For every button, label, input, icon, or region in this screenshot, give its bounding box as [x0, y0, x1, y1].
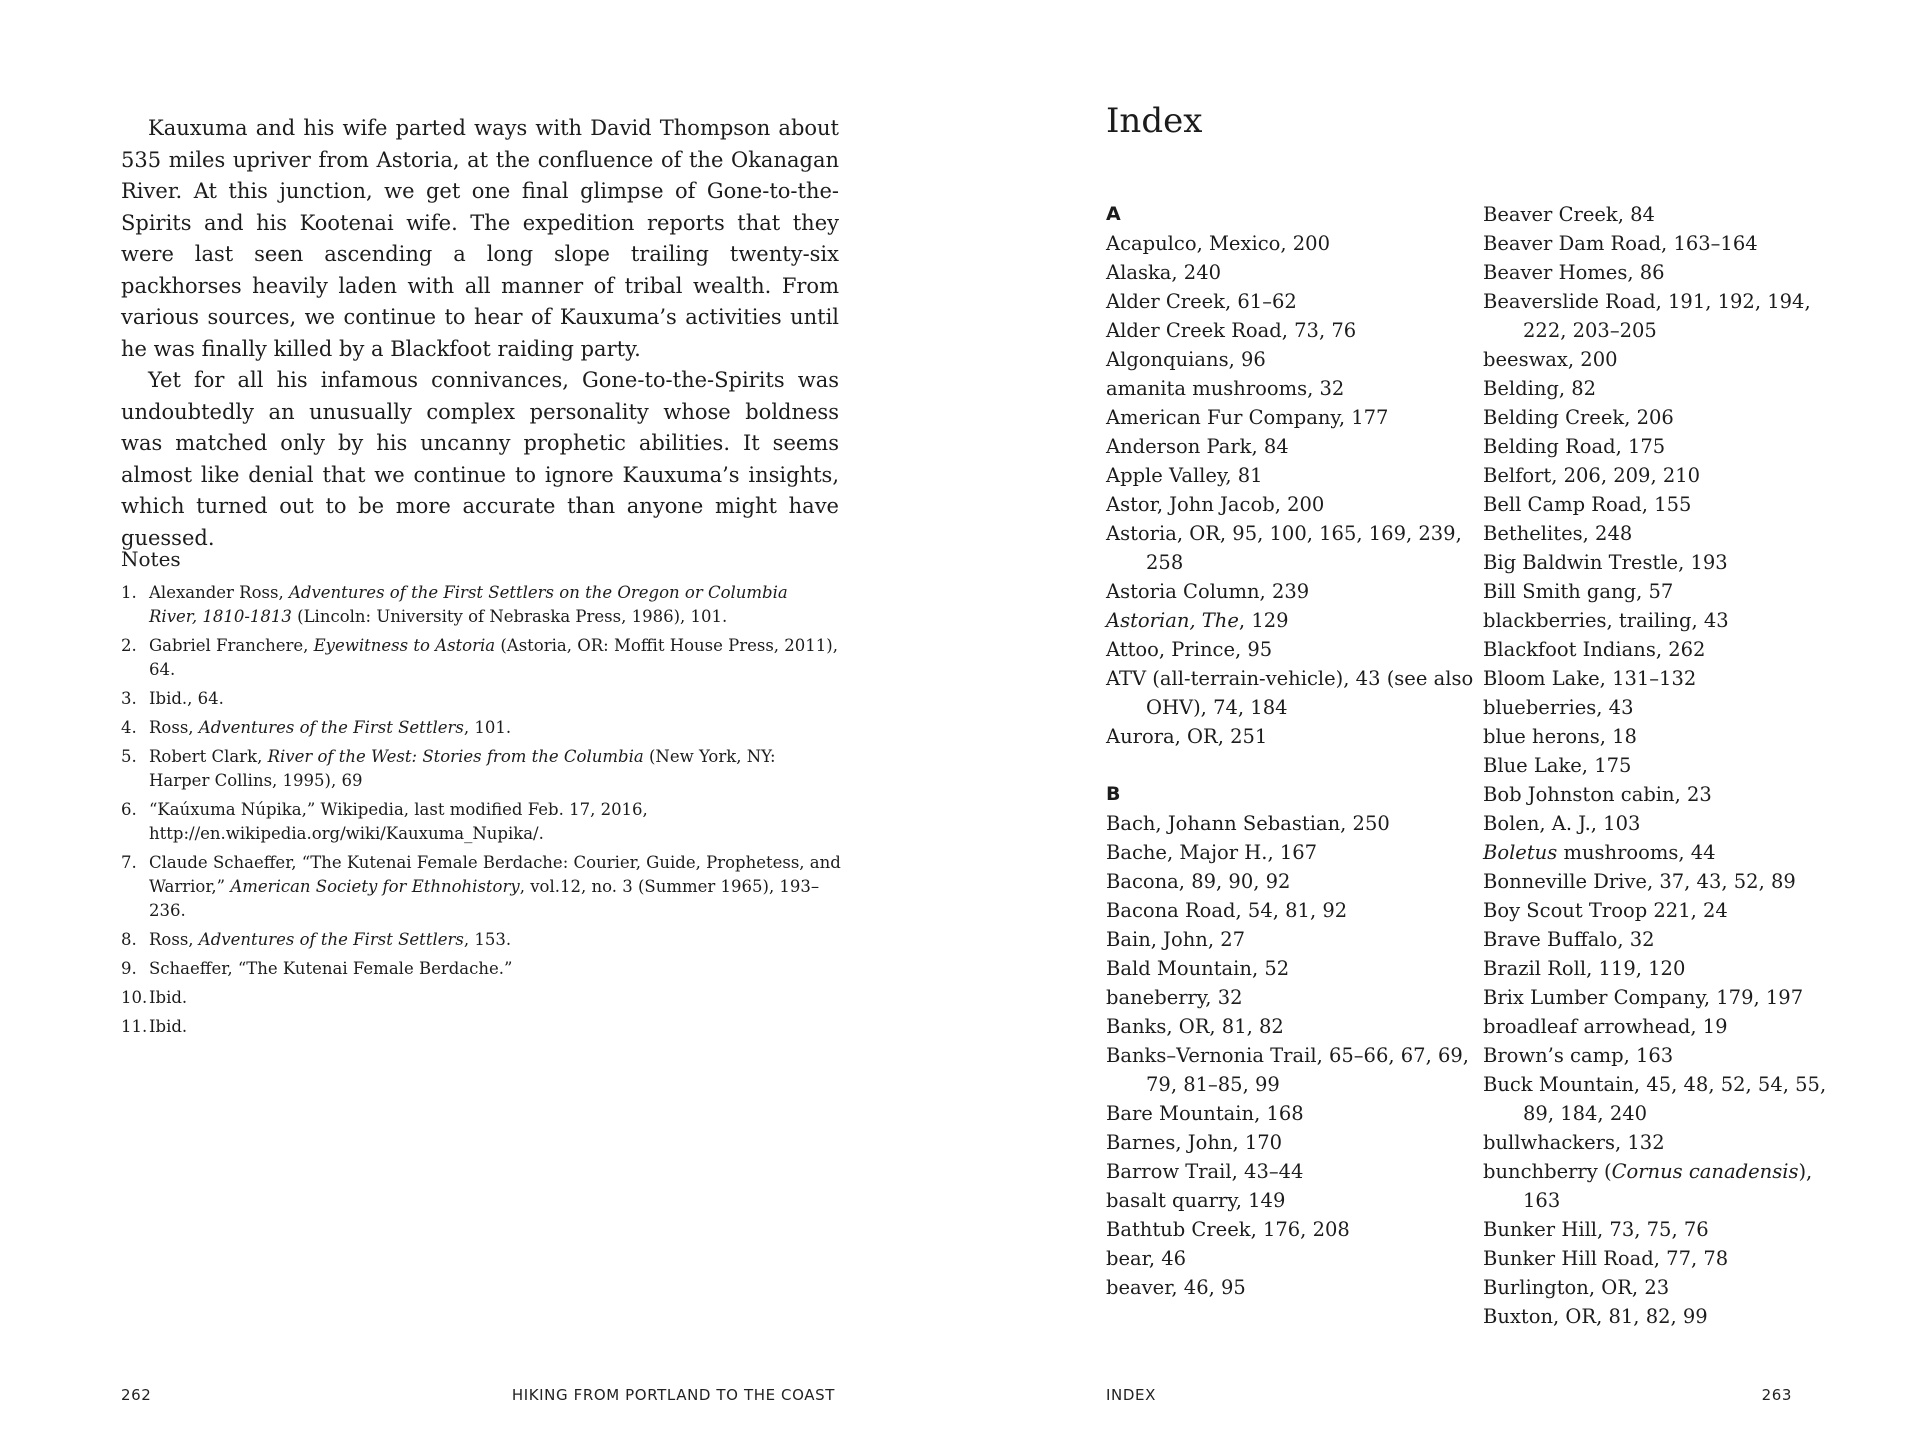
index-entry: Bald Mountain, 52: [1106, 957, 1290, 980]
page-number-left: 262: [121, 1386, 152, 1404]
index-letter-heading: B: [1106, 783, 1121, 805]
index-entry: Astoria, OR, 95, 100, 165, 169, 239, 258: [1106, 522, 1462, 574]
index-entry: Brazil Roll, 119, 120: [1483, 957, 1686, 980]
index-entry: Beaver Homes, 86: [1483, 261, 1665, 284]
note-number: 3.: [121, 689, 137, 708]
note-number: 10.: [121, 988, 148, 1007]
index-title: Index: [1106, 101, 1203, 141]
index-entry: Brave Buffalo, 32: [1483, 928, 1655, 951]
index-entry: bullwhackers, 132: [1483, 1131, 1665, 1154]
note-number: 9.: [121, 959, 137, 978]
notes-section: [121, 545, 841, 1044]
index-entry: Bill Smith gang, 57: [1483, 580, 1674, 603]
index-entry: Astoria Column, 239: [1106, 580, 1310, 603]
index-entry: Banks, OR, 81, 82: [1106, 1015, 1284, 1038]
note-number: 6.: [121, 800, 137, 819]
index-entry: Aurora, OR, 251: [1106, 725, 1268, 748]
note-item: 10. Ibid.: [121, 986, 841, 1010]
note-item: 8. Ross, Adventures of the First Settlers, 153.: [121, 928, 841, 952]
index-entry: Bunker Hill, 73, 75, 76: [1483, 1218, 1709, 1241]
index-entry: beaver, 46, 95: [1106, 1276, 1246, 1299]
index-entry: Blackfoot Indians, 262: [1483, 638, 1706, 661]
index-entry: Bell Camp Road, 155: [1483, 493, 1692, 516]
index-entry: Bare Mountain, 168: [1106, 1102, 1304, 1125]
index-entry: Belding Road, 175: [1483, 435, 1666, 458]
index-entry: blue herons, 18: [1483, 725, 1637, 748]
note-item: 7. Claude Schaeffer, “The Kutenai Female Berdache: Courier, Guide, Prophetess, and Warrior,” American Society for Ethnohistory, vol.12, no. 3 (Summer 1965), 193–236.: [121, 853, 841, 920]
note-number: 4.: [121, 718, 137, 737]
index-entry: Algonquians, 96: [1106, 348, 1266, 371]
note-item: 5. Robert Clark, River of the West: Stories from the Columbia (New York, NY: Harper Collins, 1995), 69: [121, 747, 776, 790]
note-number: 5.: [121, 747, 137, 766]
index-entry: Bloom Lake, 131–132: [1483, 667, 1697, 690]
index-letter-heading: A: [1106, 203, 1121, 225]
index-entry: Beaver Dam Road, 163–164: [1483, 232, 1758, 255]
index-entry: Anderson Park, 84: [1106, 435, 1289, 458]
index-entry: Bob Johnston cabin, 23: [1483, 783, 1712, 806]
index-entry: Buck Mountain, 45, 48, 52, 54, 55, 89, 184, 240: [1483, 1073, 1827, 1125]
index-entry: ATV (all-terrain-vehicle), 43 (see also OHV), 74, 184: [1106, 667, 1474, 719]
index-entry: Bathtub Creek, 176, 208: [1106, 1218, 1350, 1241]
index-entry: Bacona, 89, 90, 92: [1106, 870, 1291, 893]
index-entry: Bacona Road, 54, 81, 92: [1106, 899, 1348, 922]
index-entry: Banks–Vernonia Trail, 65–66, 67, 69, 79, 81–85, 99: [1106, 1044, 1469, 1096]
running-head-left: HIKING FROM PORTLAND TO THE COAST: [511, 1386, 835, 1404]
index-entry: Barrow Trail, 43–44: [1106, 1160, 1304, 1183]
running-head-right: INDEX: [1106, 1386, 1156, 1404]
index-entry: Bonneville Drive, 37, 43, 52, 89: [1483, 870, 1796, 893]
note-item: 2. Gabriel Franchere, Eyewitness to Astoria (Astoria, OR: Moffit House Press, 2011), 64.: [121, 636, 838, 679]
index-entry: Apple Valley, 81: [1106, 464, 1263, 487]
paragraph: Kauxuma and his wife parted ways with David Thompson about 535 miles upriver from Astoria, at the confluence of the Okanagan River. At this junction, we get one final glimpse of Gone-to-the-Spirits and his Kootenai wife. The expedition reports that they were last seen ascending a long slope trailing twenty-six packhorses heavily laden with all manner of tribal wealth. From various sources, we continue to hear of Kauxuma’s activities until he was finally killed by a Blackfoot raiding party.: [121, 116, 839, 361]
index-entry: Big Baldwin Trestle, 193: [1483, 551, 1728, 574]
index-column-1: [1106, 200, 1476, 1302]
index-entry: basalt quarry, 149: [1106, 1189, 1286, 1212]
index-entry: Attoo, Prince, 95: [1106, 638, 1273, 661]
index-entry: Alder Creek, 61–62: [1106, 290, 1297, 313]
right-page: [960, 0, 1920, 1440]
index-entry: Alaska, 240: [1106, 261, 1222, 284]
index-entry: amanita mushrooms, 32: [1106, 377, 1345, 400]
index-entry: Bache, Major H., 167: [1106, 841, 1318, 864]
note-item: 4. Ross, Adventures of the First Settlers, 101.: [121, 716, 841, 740]
index-entry: Burlington, OR, 23: [1483, 1276, 1670, 1299]
index-entry: Belfort, 206, 209, 210: [1483, 464, 1701, 487]
index-entry: Bunker Hill Road, 77, 78: [1483, 1247, 1729, 1270]
index-entry: Brown’s camp, 163: [1483, 1044, 1674, 1067]
index-entry: Blue Lake, 175: [1483, 754, 1632, 777]
index-entry: Buxton, OR, 81, 82, 99: [1483, 1305, 1708, 1328]
index-entry: Acapulco, Mexico, 200: [1106, 232, 1330, 255]
index-entry: Astorian, The, 129: [1106, 609, 1289, 632]
index-column-2: [1483, 200, 1853, 1331]
index-entry: Beaverslide Road, 191, 192, 194, 222, 203–205: [1483, 290, 1811, 342]
note-number: 11.: [121, 1017, 148, 1036]
index-entry: Boletus mushrooms, 44: [1483, 841, 1716, 864]
index-entry: Brix Lumber Company, 179, 197: [1483, 986, 1804, 1009]
notes-title: Notes: [121, 547, 181, 571]
note-number: 1.: [121, 583, 137, 602]
index-entry: Astor, John Jacob, 200: [1106, 493, 1325, 516]
index-entry: baneberry, 32: [1106, 986, 1243, 1009]
index-entry: Bain, John, 27: [1106, 928, 1246, 951]
page-number-right: 263: [1761, 1386, 1792, 1404]
note-item: 3. Ibid., 64.: [121, 687, 841, 711]
note-item: 6. “Kaúxuma Núpika,” Wikipedia, last modified Feb. 17, 2016, http://en.wikipedia.org/wiki/Kauxuma_Nupika/.: [121, 800, 648, 843]
body-text: [121, 113, 839, 554]
index-entry: Alder Creek Road, 73, 76: [1106, 319, 1357, 342]
index-entry: Belding Creek, 206: [1483, 406, 1674, 429]
index-entry: Belding, 82: [1483, 377, 1597, 400]
index-entry: broadleaf arrowhead, 19: [1483, 1015, 1728, 1038]
index-entry: blueberries, 43: [1483, 696, 1634, 719]
note-number: 2.: [121, 636, 137, 655]
index-entry: Beaver Creek, 84: [1483, 203, 1655, 226]
note-item: 9. Schaeffer, “The Kutenai Female Berdache.”: [121, 957, 841, 981]
index-entry: Barnes, John, 170: [1106, 1131, 1283, 1154]
note-number: 7.: [121, 853, 137, 872]
index-entry: Boy Scout Troop 221, 24: [1483, 899, 1728, 922]
index-entry: bear, 46: [1106, 1247, 1187, 1270]
index-entry: blackberries, trailing, 43: [1483, 609, 1729, 632]
paragraph: Yet for all his infamous connivances, Gone-to-the-Spirits was undoubtedly an unusually complex personality whose boldness was matched only by his uncanny prophetic abilities. It seems almost like denial that we continue to ignore Kauxuma’s insights, which turned out to be more accurate than anyone might have guessed.: [121, 368, 839, 550]
note-number: 8.: [121, 930, 137, 949]
notes-list: [121, 581, 841, 1039]
note-item: 1. Alexander Ross, Adventures of the First Settlers on the Oregon or Columbia River, 1810-1813 (Lincoln: University of Nebraska Press, 1986), 101.: [121, 583, 788, 626]
index-entry: Bethelites, 248: [1483, 522, 1633, 545]
note-item: 11. Ibid.: [121, 1015, 841, 1039]
index-entry: Bolen, A. J., 103: [1483, 812, 1641, 835]
index-entry: Bach, Johann Sebastian, 250: [1106, 812, 1390, 835]
index-entry: beeswax, 200: [1483, 348, 1618, 371]
index-entry: American Fur Company, 177: [1106, 406, 1389, 429]
index-entry: bunchberry (Cornus canadensis), 163: [1483, 1160, 1813, 1212]
